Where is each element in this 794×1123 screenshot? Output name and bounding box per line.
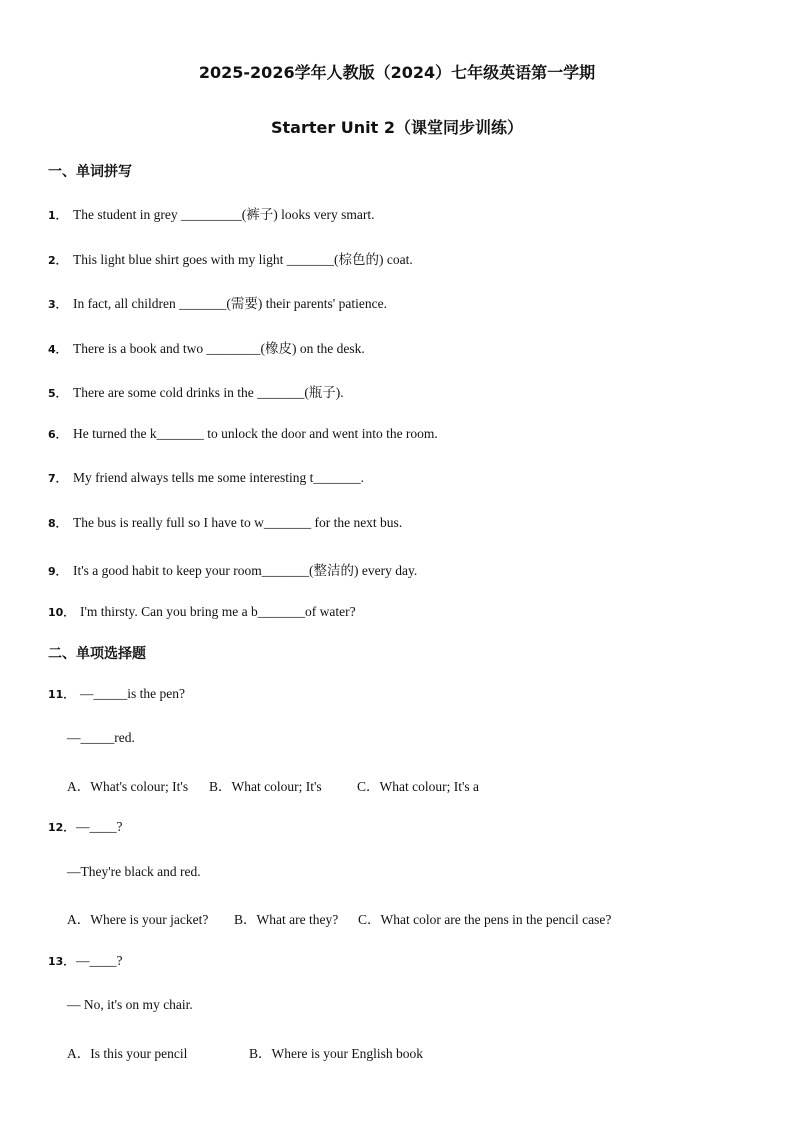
- option-a[interactable]: A．Where is your jacket?: [67, 912, 209, 927]
- question-number: 12．: [48, 821, 75, 834]
- option-b[interactable]: B．Where is your English book: [249, 1046, 423, 1061]
- question-13-options: [67, 1042, 767, 1060]
- question-text: It's a good habit to keep your room_______(整洁的) every day.: [73, 563, 418, 578]
- question-number: 4．: [48, 343, 67, 356]
- question-text: The student in grey _________(裤子) looks very smart.: [73, 207, 375, 222]
- question-text: This light blue shirt goes with my light _______(棕色的) coat.: [73, 252, 413, 267]
- question-number: 1．: [48, 209, 67, 222]
- question-text: In fact, all children _______(需要) their parents' patience.: [73, 296, 387, 311]
- question-text: There are some cold drinks in the _______(瓶子).: [73, 385, 344, 400]
- question-text: He turned the k_______ to unlock the door and went into the room.: [73, 426, 438, 441]
- question-text: —____?: [76, 819, 123, 834]
- question-text: There is a book and two ________(橡皮) on the desk.: [73, 341, 365, 356]
- question-text: —_____is the pen?: [80, 686, 185, 701]
- question-number: 10．: [48, 606, 75, 619]
- question-13-reply: — No, it's on my chair.: [67, 997, 193, 1012]
- page-title: 2025-2026学年人教版（2024）七年级英语第一学期: [198, 63, 596, 82]
- question-text: I'm thirsty. Can you bring me a b_______of water?: [80, 604, 356, 619]
- question-12: [48, 819, 123, 835]
- question-number: 2．: [48, 254, 67, 267]
- question-11: [48, 686, 185, 702]
- question-number: 8．: [48, 517, 67, 530]
- question-text: The bus is really full so I have to w_______ for the next bus.: [73, 515, 403, 530]
- question-5: [48, 381, 344, 401]
- question-text: —____?: [76, 953, 123, 968]
- section-heading-spelling: 一、单词拼写: [48, 164, 132, 180]
- question-number: 9．: [48, 565, 67, 578]
- question-12-reply: —They're black and red.: [67, 864, 201, 879]
- question-3: [48, 292, 387, 312]
- question-number: 13．: [48, 955, 75, 968]
- option-c[interactable]: C．What colour; It's a: [357, 779, 480, 794]
- question-text: My friend always tells me some interesting t_______.: [73, 470, 364, 485]
- question-2: [48, 248, 413, 268]
- question-12-options: [67, 908, 767, 926]
- question-number: 5．: [48, 387, 67, 400]
- question-10: [48, 604, 356, 620]
- question-4: [48, 337, 365, 357]
- option-a[interactable]: A．What's colour; It's: [67, 779, 189, 794]
- question-8: [48, 515, 402, 531]
- question-number: 7．: [48, 472, 67, 485]
- question-13: [48, 953, 123, 969]
- question-7: [48, 470, 364, 486]
- question-11-options: [67, 775, 767, 793]
- question-number: 6．: [48, 428, 67, 441]
- option-a[interactable]: A．Is this your pencil: [67, 1046, 188, 1061]
- option-b[interactable]: B．What are they?: [234, 912, 339, 927]
- option-c[interactable]: C．What color are the pens in the pencil case?: [358, 912, 612, 927]
- question-9: [48, 559, 417, 579]
- question-11-reply: —_____red.: [67, 730, 135, 745]
- question-1: [48, 203, 374, 223]
- question-number: 3．: [48, 298, 67, 311]
- question-6: [48, 426, 438, 442]
- section-heading-multiple-choice: 二、单项选择题: [48, 646, 146, 662]
- question-number: 11．: [48, 688, 75, 701]
- option-b[interactable]: B．What colour; It's: [209, 779, 322, 794]
- page-subtitle: Starter Unit 2（课堂同步训练）: [270, 118, 524, 137]
